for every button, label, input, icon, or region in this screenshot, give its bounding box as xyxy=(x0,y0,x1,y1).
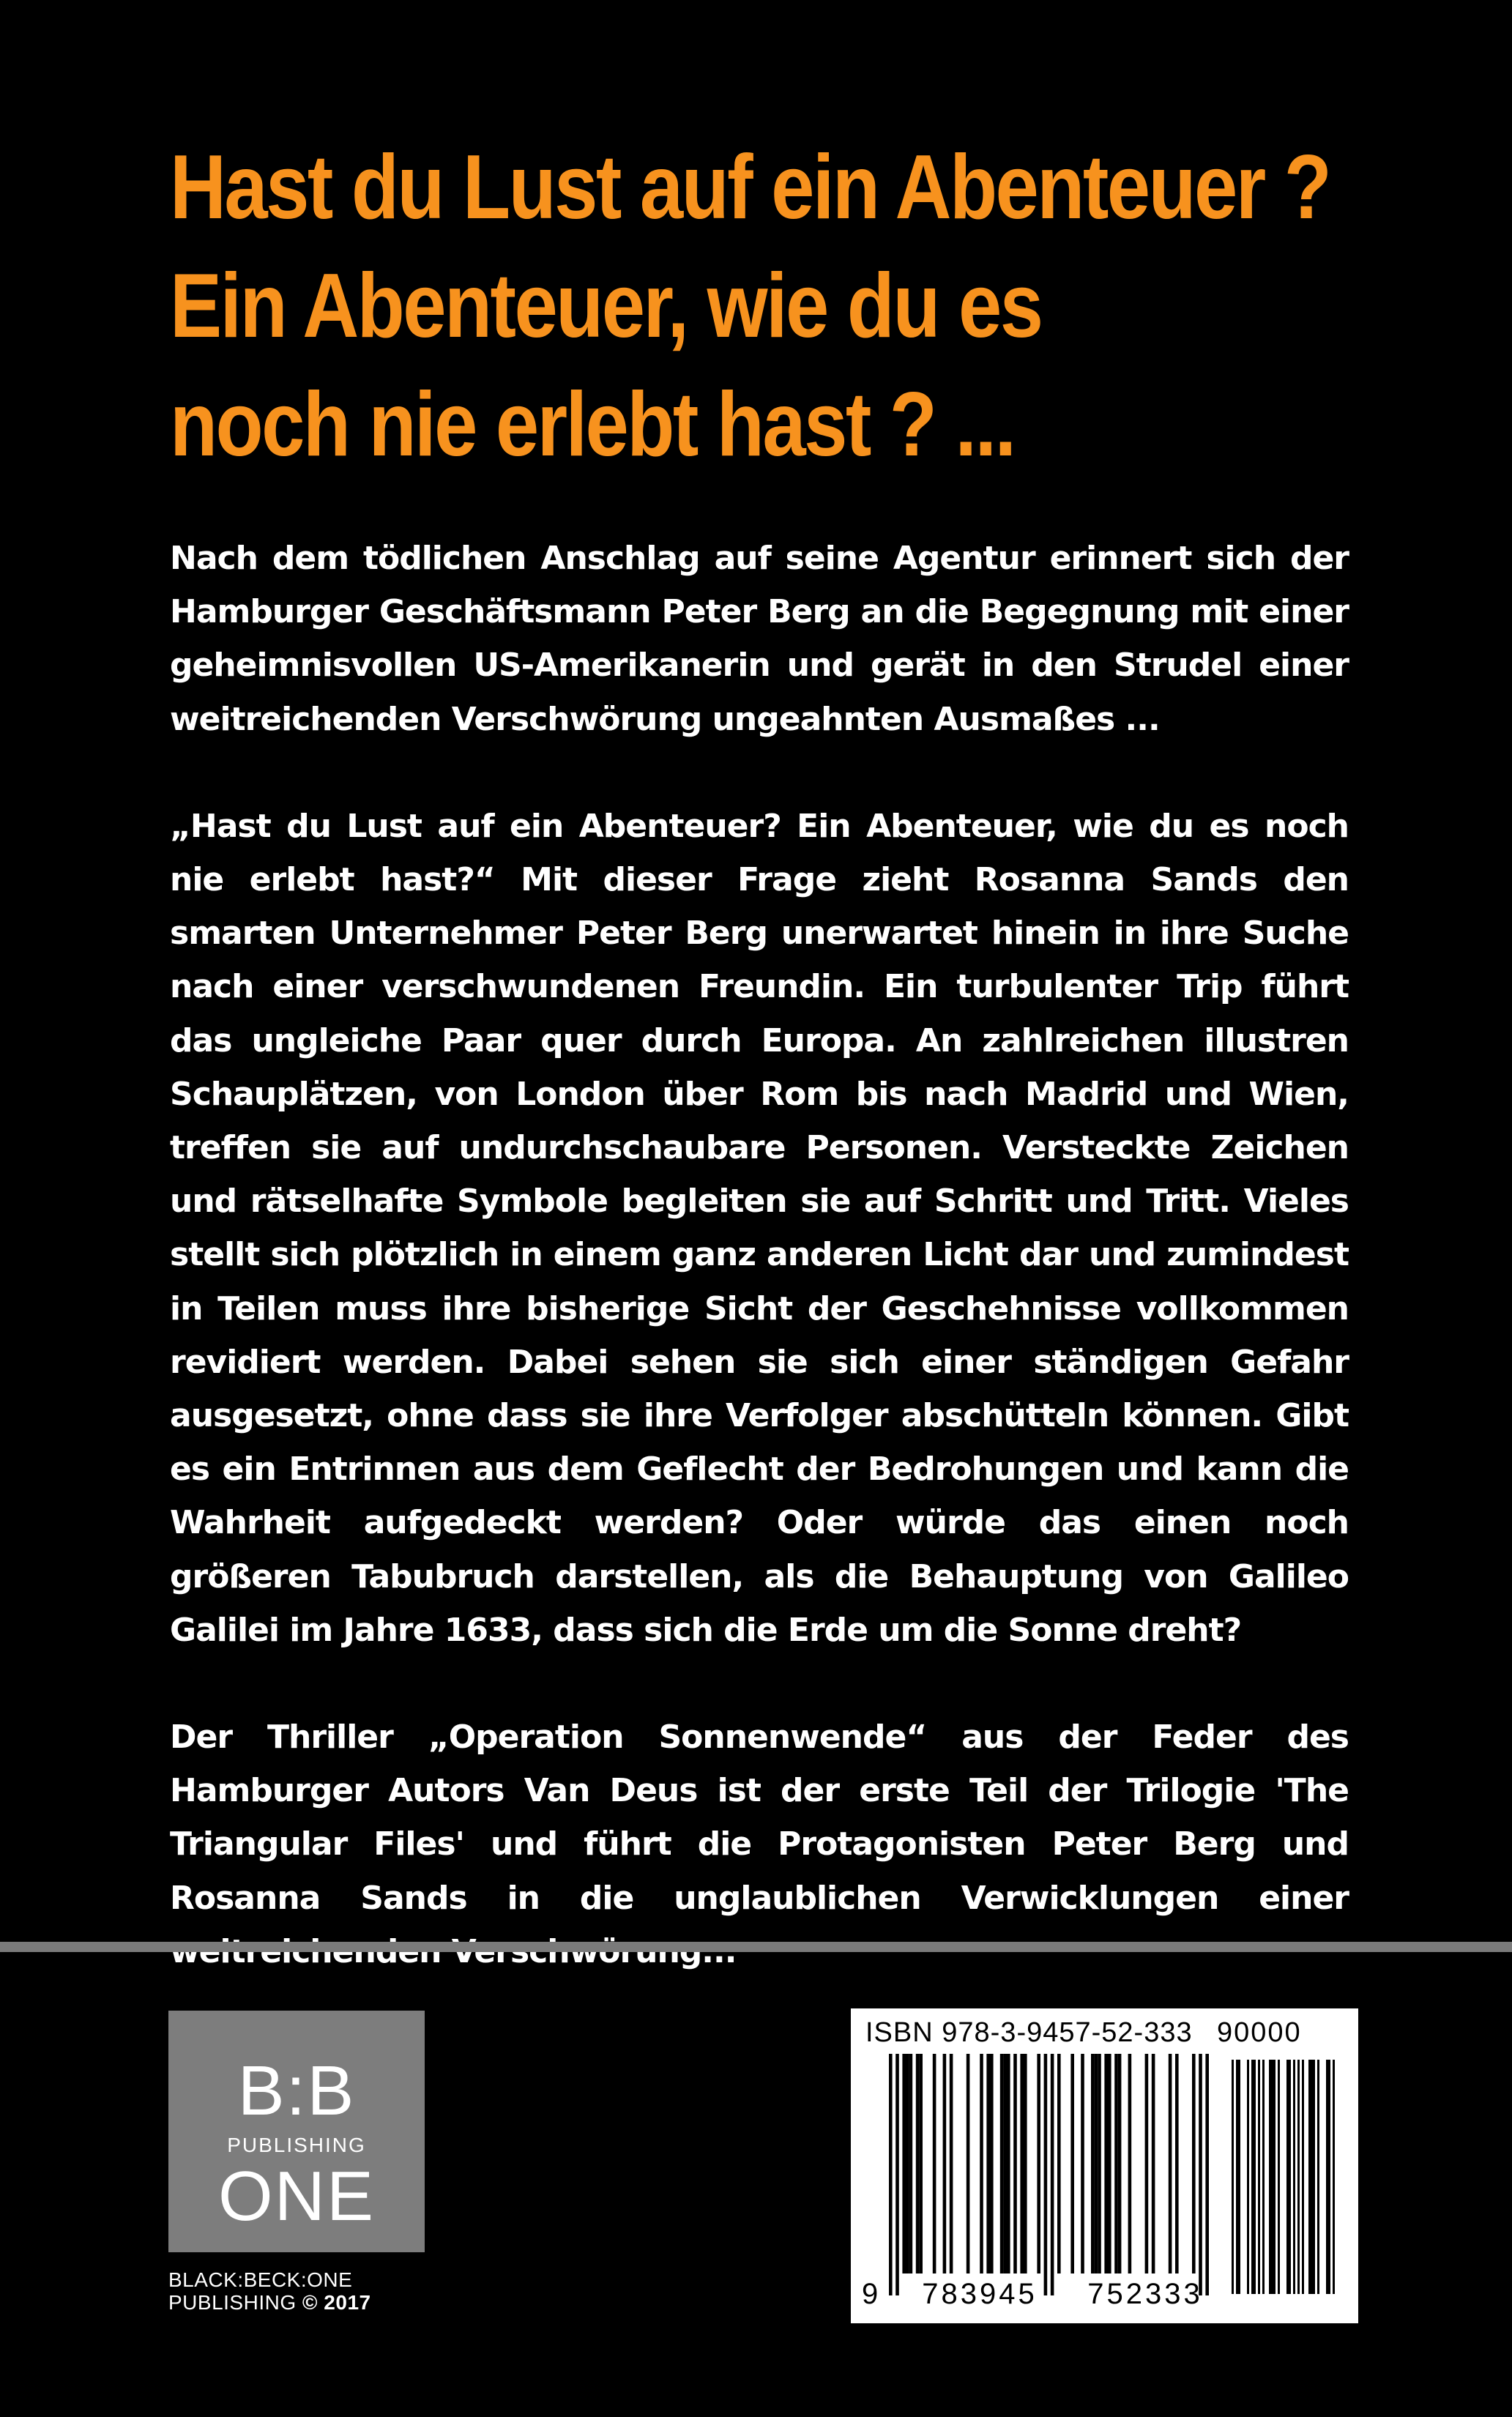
publisher-name: BLACK:BECK:ONE xyxy=(168,2268,353,2291)
barcode-addon-bar xyxy=(1278,2060,1280,2294)
barcode-addon-bar xyxy=(1251,2060,1254,2294)
barcode-addon-bar xyxy=(1271,2060,1273,2294)
headline xyxy=(170,128,1330,484)
barcode-bar xyxy=(889,2054,893,2295)
barcode-addon-bar xyxy=(1326,2060,1328,2294)
barcode-bar xyxy=(1152,2054,1155,2273)
barcode-bar xyxy=(1000,2054,1004,2273)
barcode-addon-bar xyxy=(1328,2060,1330,2294)
barcode-bar xyxy=(1007,2054,1010,2273)
logo-publishing: PUBLISHING xyxy=(227,2134,366,2156)
headline-line: Hast du Lust auf ein Abenteuer ? xyxy=(170,137,1330,238)
blurb-paragraph-intro: Nach dem tödlichen Anschlag auf seine Agentur erinnert sich der Hamburger Geschäftsmann Peter Berg an die Begegnung mit einer geheimnisvollen US-Amerikanerin und gerät in den Strudel einer weitreichenden Verschwörung ungeahnten Ausmaßes ... xyxy=(170,540,1349,738)
barcode-addon-bar xyxy=(1262,2060,1265,2294)
barcode-addon-bar xyxy=(1333,2060,1335,2294)
blurb-paragraph-author: Der Thriller „Operation Sonnenwende“ aus der Feder des Hamburger Autors Van Deus ist der erste Teil der Trilogie 'The Triangular Files' und führt die Protagonisten Peter Berg und Rosanna Sands in die unglaublichen Verwicklungen einer xyxy=(170,1718,1349,1917)
barcode-digit-first: 9 xyxy=(862,2278,879,2310)
barcode-bar xyxy=(1205,2054,1209,2295)
barcode-bar xyxy=(1013,2054,1017,2273)
logo-bb: B:B xyxy=(237,2052,356,2130)
barcode-bar xyxy=(950,2054,953,2273)
price-code: 90000 xyxy=(1217,2017,1302,2048)
barcode-bar xyxy=(980,2054,983,2273)
barcode-bar xyxy=(919,2054,923,2273)
barcode-bar xyxy=(1108,2054,1111,2273)
barcode-bar xyxy=(1175,2054,1179,2273)
barcode-addon-bar xyxy=(1238,2060,1240,2294)
barcode-bar xyxy=(990,2054,994,2273)
barcode-bar xyxy=(1070,2054,1074,2273)
barcode-bar xyxy=(909,2054,913,2273)
divider xyxy=(0,1942,1512,1952)
logo-one: ONE xyxy=(217,2157,376,2235)
barcode-bar xyxy=(1114,2054,1118,2273)
barcode-addon-bar xyxy=(1297,2060,1300,2294)
blurb-paragraph-story: „Hast du Lust auf ein Abenteuer? Ein Abenteuer, wie du es noch nie erlebt hast?“ Mit dieser Frage zieht Rosanna Sands den smarten Unternehmer Peter Berg unerwartet hinein in ihre Suche nach einer verschwundenen Freundin. Ein turbulenter Trip führt das ungleiche Paar quer durch Europa. An zahlreichen illustren Schauplätzen, von London über Rom bis nach Madrid und Wien, treffen sie auf undurchschaubare Personen. Versteckte Zeichen und rätselhafte Symbole begleiten sie auf Schritt und Tritt. Vieles stellt sich plötzlich in einem ganz anderen Licht dar und zumindest in Teilen muss ihre bisherige Sicht der Geschehnisse vollkommen revidiert werden. Dabei sehen sie sich einer ständigen Gefahr ausgesetzt, ohne dass sie ihre Verfolger abschütteln können. Gibt es ein Entrinnen aus dem Geflecht der Bedrohungen und kann die Wahrheit aufgedeckt werden? Oder würde das einen noch größeren Tabubruch darstellen, als die Behauptung von Galileo Galilei im Jahre 1633, dass sich die Erde um die Sonne dreht? xyxy=(170,807,1349,1649)
barcode-addon-bar xyxy=(1273,2060,1275,2294)
barcode-addon-bar xyxy=(1236,2060,1238,2294)
barcode-addon-bar xyxy=(1286,2060,1289,2294)
barcode-digits-left: 783945 xyxy=(922,2278,1038,2310)
isbn-barcode xyxy=(851,2008,1358,2323)
barcode-bar xyxy=(1020,2054,1024,2273)
barcode-digits-right: 752333 xyxy=(1087,2278,1203,2310)
barcode-bar xyxy=(986,2054,990,2273)
barcode-bar xyxy=(1057,2054,1061,2273)
barcode-bar xyxy=(1145,2054,1149,2273)
copyright: © 2017 xyxy=(302,2291,371,2314)
barcode-bar xyxy=(967,2054,970,2273)
barcode-bar xyxy=(1098,2054,1101,2273)
barcode-bar xyxy=(1169,2054,1172,2273)
barcode-addon-bar xyxy=(1258,2060,1260,2294)
barcode-addon-bar xyxy=(1311,2060,1313,2294)
barcode-addon-bar xyxy=(1302,2060,1304,2294)
publisher-line2: PUBLISHING © 2017 xyxy=(168,2291,371,2314)
barcode-bar xyxy=(1095,2054,1098,2273)
barcode-bar xyxy=(1104,2054,1108,2273)
publisher-logo xyxy=(168,2011,425,2252)
barcode-addon-bar xyxy=(1289,2060,1291,2294)
barcode-bar xyxy=(1128,2054,1132,2273)
barcode-bar xyxy=(1118,2054,1122,2273)
barcode-addon-bar xyxy=(1232,2060,1234,2294)
barcode-addon-bar xyxy=(1317,2060,1319,2294)
barcode-addon-bar xyxy=(1247,2060,1249,2294)
barcode-bar xyxy=(895,2054,899,2295)
barcode-addon-bar xyxy=(1269,2060,1271,2294)
barcode-bar xyxy=(1192,2054,1196,2273)
isbn-label: ISBN 978-3-9457-52-333 xyxy=(865,2017,1193,2048)
barcode-bar xyxy=(1003,2054,1007,2273)
barcode-bar xyxy=(1024,2054,1027,2273)
barcode-bar xyxy=(1044,2054,1048,2295)
barcode-addon-bar xyxy=(1308,2060,1311,2294)
barcode-addon-bar xyxy=(1313,2060,1315,2294)
barcode-bar xyxy=(916,2054,920,2273)
blurb xyxy=(170,532,1349,1978)
barcode-bar xyxy=(1091,2054,1095,2273)
barcode-bar xyxy=(906,2054,909,2273)
barcode-addon-bar xyxy=(1254,2060,1256,2294)
barcode-bars xyxy=(851,2008,1358,2323)
barcode-bar xyxy=(943,2054,947,2273)
barcode-bar xyxy=(1037,2054,1040,2273)
barcode-addon-bar xyxy=(1293,2060,1295,2294)
barcode-bar xyxy=(933,2054,936,2273)
barcode-bar xyxy=(1051,2054,1054,2295)
barcode-bar xyxy=(1199,2054,1202,2295)
barcode-bar xyxy=(1081,2054,1084,2273)
barcode-bar xyxy=(902,2054,906,2273)
publisher-caption xyxy=(168,2268,447,2314)
headline-line: Ein Abenteuer, wie du es xyxy=(170,256,1042,357)
headline-line: noch nie erlebt hast ? ... xyxy=(170,374,1015,475)
